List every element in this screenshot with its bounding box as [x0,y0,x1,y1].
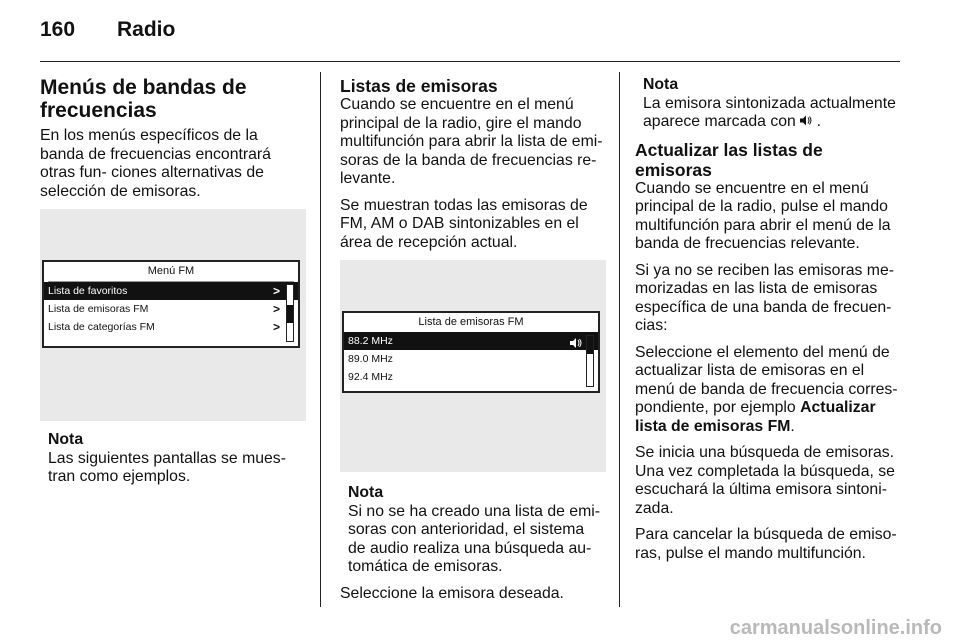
menu-item-reference: Actualizar lista de emisoras FM [635,399,876,435]
note-1: Nota Las siguientes pantallas se mues- tran como ejemplos. [48,431,286,485]
station-lists-heading: Listas de emisoras [340,76,498,96]
update-lists-p4: Se inicia una búsqueda de emisoras. Una vez completada la búsqueda, se escuchará la última emisora sintoni- zada. [635,444,895,517]
update-lists-p2: Si ya no se reciben las emisoras me- morizadas en las lista de emisoras específica de una banda de frecuen- cias: [635,261,894,334]
fm-menu-figure [40,209,306,421]
update-lists-p3: Seleccione el elemento del menú de actualizar lista de emisoras en el menú de banda de frecuencia corres- pondiente, por ejemplo Actualizar lista de emisoras FM. [635,343,898,435]
station-item-selected[interactable]: 88.2 MHz [344,332,598,350]
column-divider-2 [619,72,620,607]
speaker-icon [800,113,816,130]
column-2 [340,76,606,611]
watermark: carmanualsonline.info [729,617,942,639]
column-divider-1 [320,72,321,607]
station-lists-p3: Seleccione la emisora deseada. [340,584,564,602]
page-number: 160 [40,18,76,41]
column-1 [40,76,306,487]
station-item[interactable]: 92.4 MHz [348,371,393,383]
station-lists-p1: Cuando se encuentre en el menú principal de la radio, gire el mando multifunción para abrir la lista de emi- soras de la banda de frecuencias re- levante. [340,96,603,187]
fm-station-list-screen [342,311,600,393]
fm-menu-screen [42,260,300,348]
header-divider [40,61,900,62]
update-lists-p5: Para cancelar la búsqueda de emiso- ras, pulse el mando multifunción. [635,526,897,562]
note-2: Nota Si no se ha creado una lista de emi- soras con anterioridad, el sistema de audio realiza una búsqueda au- tomática de emisoras. [348,484,601,575]
chevron-right-icon: > [272,302,280,316]
station-item[interactable]: 89.0 MHz [348,353,393,365]
section-title: Radio [117,18,176,41]
menu-item-fm-stations[interactable]: Lista de emisoras FM > [48,302,280,316]
menu-item-favorites[interactable]: Lista de favoritos > [44,282,298,300]
column-3 [635,76,903,571]
update-lists-p1: Cuando se encuentre en el menú principal de la radio, pulse el mando multifunción para abrir el menú de la banda de frecuencias relevante. [635,179,891,252]
bands-menu-heading: Menús de bandas de frecuencias [40,76,247,122]
fm-station-list-figure [340,260,606,472]
bands-menu-intro: En los menús específicos de la banda de frecuencias encontrará otras fun- ciones alternativas de selección de emisoras. [40,127,271,200]
update-lists-heading: Actualizar las listas de emisoras [635,139,823,180]
menu-item-fm-categories[interactable]: Lista de categorías FM > [48,320,280,334]
screen-title: Lista de emisoras FM [418,316,524,328]
note-3: Nota La emisora sintonizada actualmente aparece marcada con . [643,76,896,130]
scrollbar [586,335,594,387]
chevron-right-icon: > [272,320,280,334]
scrollbar [286,284,294,342]
station-lists-p2: Se muestran todas las emisoras de FM, AM o DAB sintonizables en el área de recepción actual. [340,196,588,251]
chevron-right-icon: > [272,284,280,298]
screen-title: Menú FM [147,265,195,277]
